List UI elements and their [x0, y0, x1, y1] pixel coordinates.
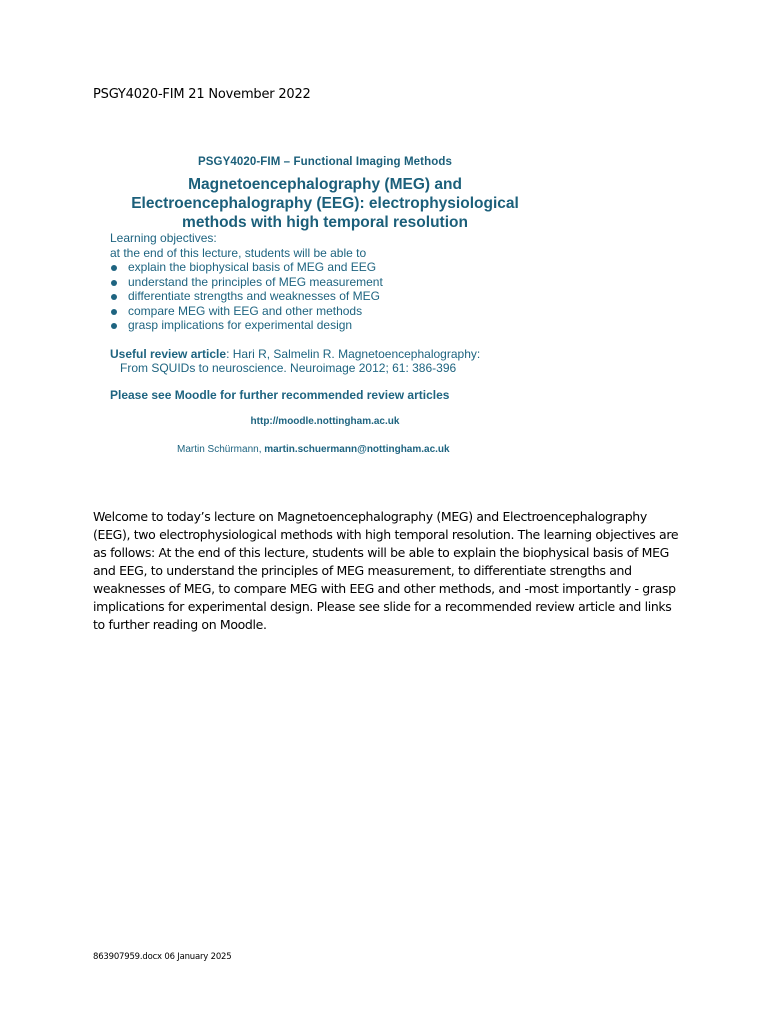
objective-item — [110, 275, 383, 290]
body-paragraph: Welcome to today’s lecture on Magnetoencephalography (MEG) and Electroencephalography (EEG), two electrophysiological methods with high temporal resolution. The learning objectives are as follows: At the end of this lecture, students will be able to explain the biophysical basis of MEG and EEG, to understand the principles of MEG measurement, to differentiate strengths and weaknesses of MEG, to compare MEG with EEG and other methods, and -most importantly - grasp implications for experimental design. Please see slide for a recommended review article and links to further reading on Moodle. — [93, 509, 679, 632]
review-citation: : Hari R, Salmelin R. Magnetoencephalography: — [226, 347, 481, 361]
objective-text: explain the biophysical basis of MEG and EEG — [128, 260, 377, 274]
objectives-intro: at the end of this lecture, students will be able to — [110, 245, 367, 260]
document-footer: 863907959.docx 06 January 2025 — [93, 952, 232, 962]
contact-name: Martin Schürmann, — [177, 444, 265, 455]
bullet-icon — [111, 265, 117, 271]
slide-subtitle: PSGY4020-FIM – Functional Imaging Methods — [198, 156, 452, 168]
lecture-slide-image — [105, 150, 545, 470]
slide-title-line: Magnetoencephalography (MEG) and — [188, 176, 462, 193]
objective-item — [110, 318, 383, 333]
review-label: Useful review article — [110, 347, 227, 361]
contact-line — [177, 444, 450, 455]
objective-text: grasp implications for experimental design — [128, 318, 353, 332]
objective-item — [110, 304, 383, 319]
contact-email: martin.schuermann@nottingham.ac.uk — [264, 444, 450, 455]
review-citation-cont: From SQUIDs to neuroscience. Neuroimage 2012; 61: 386-396 — [120, 361, 457, 375]
bullet-icon — [111, 309, 117, 315]
slide-title — [105, 175, 545, 232]
bullet-icon — [111, 323, 117, 329]
objective-item — [110, 289, 383, 304]
review-article — [110, 347, 480, 375]
slide-title-line: methods with high temporal resolution — [182, 214, 468, 231]
objectives-list — [110, 260, 383, 333]
bullet-icon — [111, 280, 117, 286]
slide-title-line: Electroencephalography (EEG): electrophysiological — [131, 195, 519, 212]
objective-text: compare MEG with EEG and other methods — [128, 303, 363, 318]
learning-objectives — [110, 231, 383, 333]
document-header: PSGY4020-FIM 21 November 2022 — [93, 87, 311, 102]
moodle-note: Please see Moodle for further recommended review articles — [110, 388, 450, 402]
moodle-url: http://moodle.nottingham.ac.uk — [250, 416, 400, 427]
objective-text: differentiate strengths and weaknesses of MEG — [128, 289, 380, 303]
objective-text: understand the principles of MEG measurement — [128, 274, 383, 289]
objectives-heading: Learning objectives: — [110, 231, 217, 245]
bullet-icon — [111, 294, 117, 300]
objective-item — [110, 260, 383, 275]
